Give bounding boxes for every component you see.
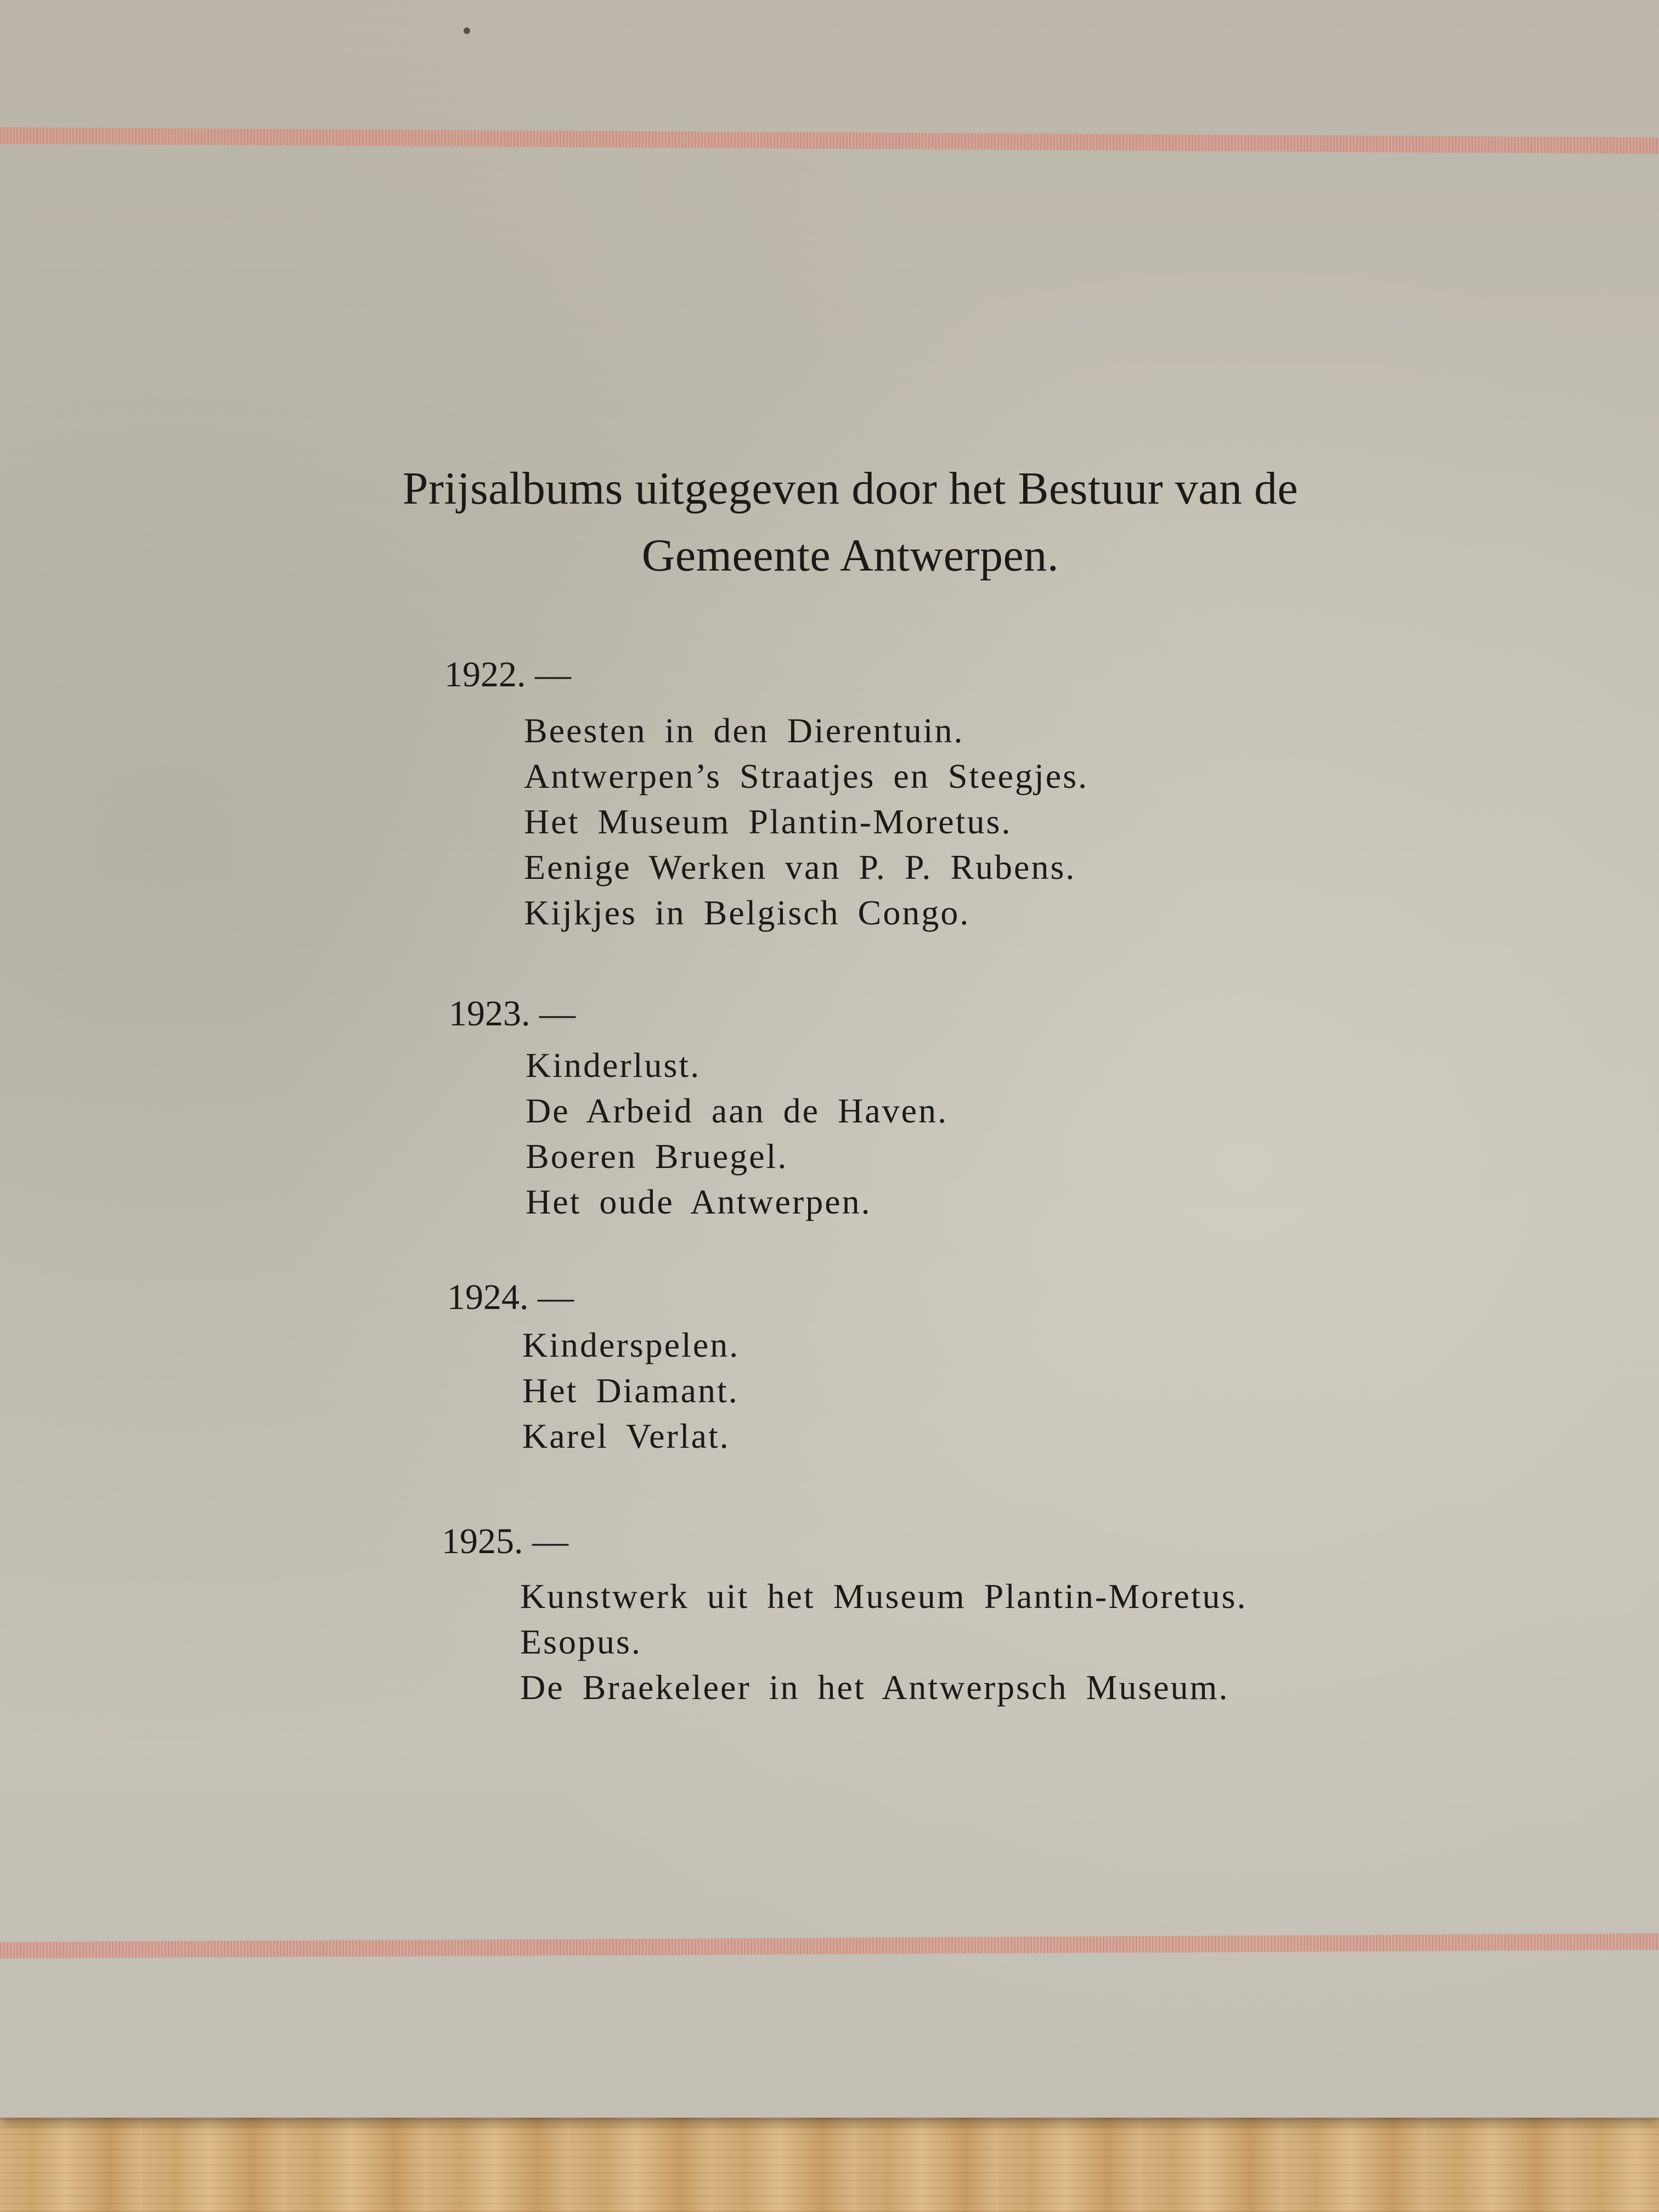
list-item: Kunstwerk uit het Museum Plantin-Moretus. bbox=[520, 1577, 1248, 1616]
section-list-1923 bbox=[526, 1042, 948, 1224]
wood-grain bbox=[0, 2101, 1659, 2212]
title-line-1: Prijsalbums uitgegeven door het Bestuur van de bbox=[402, 463, 1299, 514]
list-item: De Arbeid aan de Haven. bbox=[526, 1091, 949, 1130]
page-title bbox=[307, 455, 1393, 589]
section-year-1924: 1924. — bbox=[447, 1277, 574, 1317]
list-item: Kinderlust. bbox=[526, 1046, 701, 1085]
list-item: Het oude Antwerpen. bbox=[526, 1182, 872, 1221]
list-item: De Braekeleer in het Antwerpsch Museum. bbox=[520, 1668, 1229, 1707]
list-item: Esopus. bbox=[520, 1622, 642, 1661]
list-item: Kinderspelen. bbox=[522, 1325, 740, 1364]
section-list-1924 bbox=[522, 1322, 740, 1459]
list-item: Het Diamant. bbox=[522, 1371, 739, 1410]
paper-speck bbox=[464, 27, 470, 34]
section-list-1922 bbox=[524, 708, 1088, 935]
section-year-1923: 1923. — bbox=[449, 994, 575, 1034]
section-year-1925: 1925. — bbox=[442, 1521, 568, 1561]
list-item: Boeren Bruegel. bbox=[526, 1137, 788, 1176]
list-item: Beesten in den Dierentuin. bbox=[524, 711, 964, 750]
bottom-red-rule bbox=[0, 1933, 1659, 1959]
list-item: Eenige Werken van P. P. Rubens. bbox=[524, 848, 1076, 887]
top-red-rule bbox=[0, 127, 1659, 154]
title-line-2: Gemeente Antwerpen. bbox=[641, 530, 1059, 581]
list-item: Antwerpen’s Straatjes en Steegjes. bbox=[524, 757, 1089, 795]
section-list-1925 bbox=[520, 1573, 1248, 1710]
section-year-1922: 1922. — bbox=[444, 654, 571, 695]
list-item: Kijkjes in Belgisch Congo. bbox=[524, 893, 970, 932]
list-item: Het Museum Plantin-Moretus. bbox=[524, 802, 1012, 841]
list-item: Karel Verlat. bbox=[522, 1417, 730, 1455]
